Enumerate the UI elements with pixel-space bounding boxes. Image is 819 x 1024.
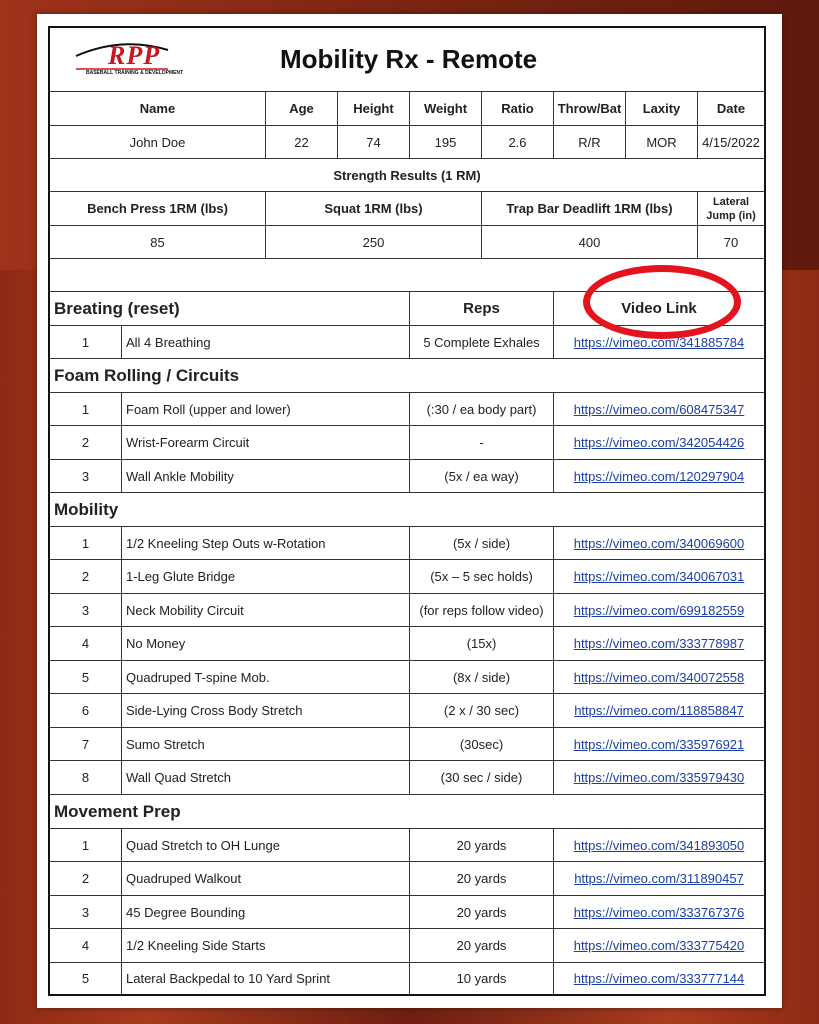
strength-squat: 250 — [266, 226, 482, 258]
athlete-name: John Doe — [50, 126, 266, 158]
exercise-number: 2 — [50, 426, 122, 459]
video-link[interactable]: https://vimeo.com/341893050 — [573, 837, 745, 853]
header-throw-bat: Throw/Bat — [554, 92, 626, 125]
exercise-number: 4 — [50, 929, 122, 962]
athlete-throw-bat: R/R — [554, 126, 626, 158]
exercise-number: 7 — [50, 728, 122, 760]
exercise-name: 1-Leg Glute Bridge — [122, 560, 410, 593]
page-title: Mobility Rx - Remote — [280, 44, 538, 74]
athlete-height: 74 — [338, 126, 410, 158]
header-height: Height — [338, 92, 410, 125]
exercise-number: 6 — [50, 694, 122, 727]
highlight-circle-annotation — [583, 265, 741, 339]
exercise-reps: (15x) — [410, 627, 554, 660]
video-link[interactable]: https://vimeo.com/333778987 — [573, 636, 745, 651]
athlete-laxity: MOR — [626, 126, 698, 158]
video-link[interactable]: https://vimeo.com/608475347 — [573, 401, 745, 417]
exercise-row — [50, 393, 764, 426]
athlete-ratio: 2.6 — [482, 126, 554, 158]
section-row-movement-prep — [50, 795, 764, 829]
header-age: Age — [266, 92, 338, 125]
athlete-weight: 195 — [410, 126, 482, 158]
exercise-row — [50, 627, 764, 661]
exercise-number: 1 — [50, 326, 122, 358]
exercise-name: 45 Degree Bounding — [122, 896, 410, 928]
exercise-name: Quad Stretch to OH Lunge — [122, 829, 410, 861]
exercise-row — [50, 728, 764, 761]
strength-header-lateral-jump: Lateral Jump (in) — [706, 195, 756, 222]
exercise-row — [50, 527, 764, 560]
exercise-row — [50, 896, 764, 929]
exercise-reps: 10 yards — [410, 963, 554, 994]
exercise-number: 1 — [50, 527, 122, 559]
strength-header-squat: Squat 1RM (lbs) — [266, 192, 482, 225]
exercise-name: Side-Lying Cross Body Stretch — [122, 694, 410, 727]
title-row — [50, 28, 764, 92]
video-link[interactable]: https://vimeo.com/340069600 — [573, 535, 745, 551]
logo-subtitle: BASEBALL TRAINING & DEVELOPMENT — [86, 70, 184, 76]
exercise-reps: (30 sec / side) — [410, 761, 554, 794]
strength-title-row — [50, 159, 764, 192]
section-row-foam-rolling — [50, 359, 764, 393]
exercise-name: Wall Quad Stretch — [122, 761, 410, 794]
strength-deadlift: 400 — [482, 226, 698, 258]
exercise-reps: 20 yards — [410, 929, 554, 962]
athlete-age: 22 — [266, 126, 338, 158]
exercise-row — [50, 761, 764, 795]
exercise-reps: (2 x / 30 sec) — [410, 694, 554, 727]
exercise-row — [50, 963, 764, 994]
section-title-breathing: Breating (reset) — [50, 292, 410, 325]
exercise-reps: (8x / side) — [410, 661, 554, 693]
exercise-name: Wrist-Forearm Circuit — [122, 426, 410, 459]
video-link[interactable]: https://vimeo.com/335979430 — [573, 770, 745, 785]
exercise-number: 3 — [50, 896, 122, 928]
strength-title: Strength Results (1 RM) — [333, 167, 481, 183]
exercise-row — [50, 829, 764, 862]
exercise-reps: (:30 / ea body part) — [410, 393, 554, 425]
header-ratio: Ratio — [482, 92, 554, 125]
exercise-number: 1 — [50, 829, 122, 861]
exercise-number: 3 — [50, 460, 122, 492]
exercise-reps: (30sec) — [410, 728, 554, 760]
exercise-name: Quadruped T-spine Mob. — [122, 661, 410, 693]
exercise-reps: (for reps follow video) — [410, 594, 554, 626]
video-link[interactable]: https://vimeo.com/335976921 — [573, 736, 745, 752]
strength-header-row — [50, 192, 764, 226]
exercise-reps: 20 yards — [410, 862, 554, 895]
section-title-mobility: Mobility — [54, 499, 119, 519]
exercise-reps: (5x / side) — [410, 527, 554, 559]
video-link[interactable]: https://vimeo.com/341885784 — [573, 334, 745, 350]
exercise-name: Neck Mobility Circuit — [122, 594, 410, 626]
logo-text: RPP — [108, 41, 161, 70]
section-title-foam-rolling: Foam Rolling / Circuits — [54, 365, 240, 385]
athlete-values-row — [50, 126, 764, 159]
exercise-number: 1 — [50, 393, 122, 425]
exercise-row — [50, 594, 764, 627]
exercise-row — [50, 929, 764, 963]
header-reps: Reps — [410, 292, 554, 325]
video-link[interactable]: https://vimeo.com/333777144 — [573, 971, 745, 986]
video-link[interactable]: https://vimeo.com/333775420 — [573, 938, 745, 953]
strength-lateral-jump: 70 — [723, 234, 739, 250]
exercise-reps: (5x – 5 sec holds) — [410, 560, 554, 593]
header-laxity: Laxity — [626, 92, 698, 125]
exercise-name: 1/2 Kneeling Side Starts — [122, 929, 410, 962]
exercise-row — [50, 694, 764, 728]
athlete-header-row — [50, 92, 764, 126]
exercise-number: 5 — [50, 661, 122, 693]
video-link[interactable]: https://vimeo.com/120297904 — [573, 468, 745, 484]
video-link[interactable]: https://vimeo.com/340072558 — [573, 669, 745, 685]
video-link[interactable]: https://vimeo.com/311890457 — [574, 871, 744, 886]
video-link[interactable]: https://vimeo.com/699182559 — [573, 602, 745, 618]
exercise-name: 1/2 Kneeling Step Outs w-Rotation — [122, 527, 410, 559]
exercise-name: Sumo Stretch — [122, 728, 410, 760]
exercise-number: 8 — [50, 761, 122, 794]
exercise-row — [50, 426, 764, 460]
strength-bench: 85 — [50, 226, 266, 258]
exercise-row — [50, 560, 764, 594]
exercise-reps: 20 yards — [410, 829, 554, 861]
header-name: Name — [50, 92, 266, 125]
exercise-number: 5 — [50, 963, 122, 994]
exercise-name: Wall Ankle Mobility — [122, 460, 410, 492]
video-link[interactable]: https://vimeo.com/342054426 — [573, 435, 745, 450]
header-weight: Weight — [410, 92, 482, 125]
exercise-reps: 20 yards — [410, 896, 554, 928]
exercise-name: Quadruped Walkout — [122, 862, 410, 895]
header-video-link: Video Link — [621, 300, 697, 317]
exercise-row — [50, 862, 764, 896]
header-date: Date — [716, 101, 746, 116]
video-link[interactable]: https://vimeo.com/333767376 — [573, 904, 745, 920]
exercise-number: 2 — [50, 862, 122, 895]
strength-header-deadlift: Trap Bar Deadlift 1RM (lbs) — [482, 192, 698, 225]
strength-values-row — [50, 226, 764, 259]
section-row-mobility — [50, 493, 764, 527]
rpp-logo — [72, 36, 184, 82]
exercise-reps: - — [410, 426, 554, 459]
exercise-name: No Money — [122, 627, 410, 660]
exercise-number: 3 — [50, 594, 122, 626]
video-link[interactable]: https://vimeo.com/340067031 — [573, 569, 745, 584]
exercise-reps: 5 Complete Exhales — [410, 326, 554, 358]
mobility-sheet — [48, 26, 766, 996]
exercise-name: All 4 Breathing — [122, 326, 410, 358]
strength-header-bench: Bench Press 1RM (lbs) — [50, 192, 266, 225]
athlete-date: 4/15/2022 — [702, 134, 760, 150]
section-title-movement-prep: Movement Prep — [54, 801, 181, 821]
exercise-name: Foam Roll (upper and lower) — [122, 393, 410, 425]
video-link[interactable]: https://vimeo.com/118858847 — [574, 703, 744, 718]
exercise-row — [50, 460, 764, 493]
exercise-reps: (5x / ea way) — [410, 460, 554, 492]
exercise-name: Lateral Backpedal to 10 Yard Sprint — [122, 963, 410, 994]
exercise-number: 2 — [50, 560, 122, 593]
exercise-row — [50, 661, 764, 694]
exercise-number: 4 — [50, 627, 122, 660]
